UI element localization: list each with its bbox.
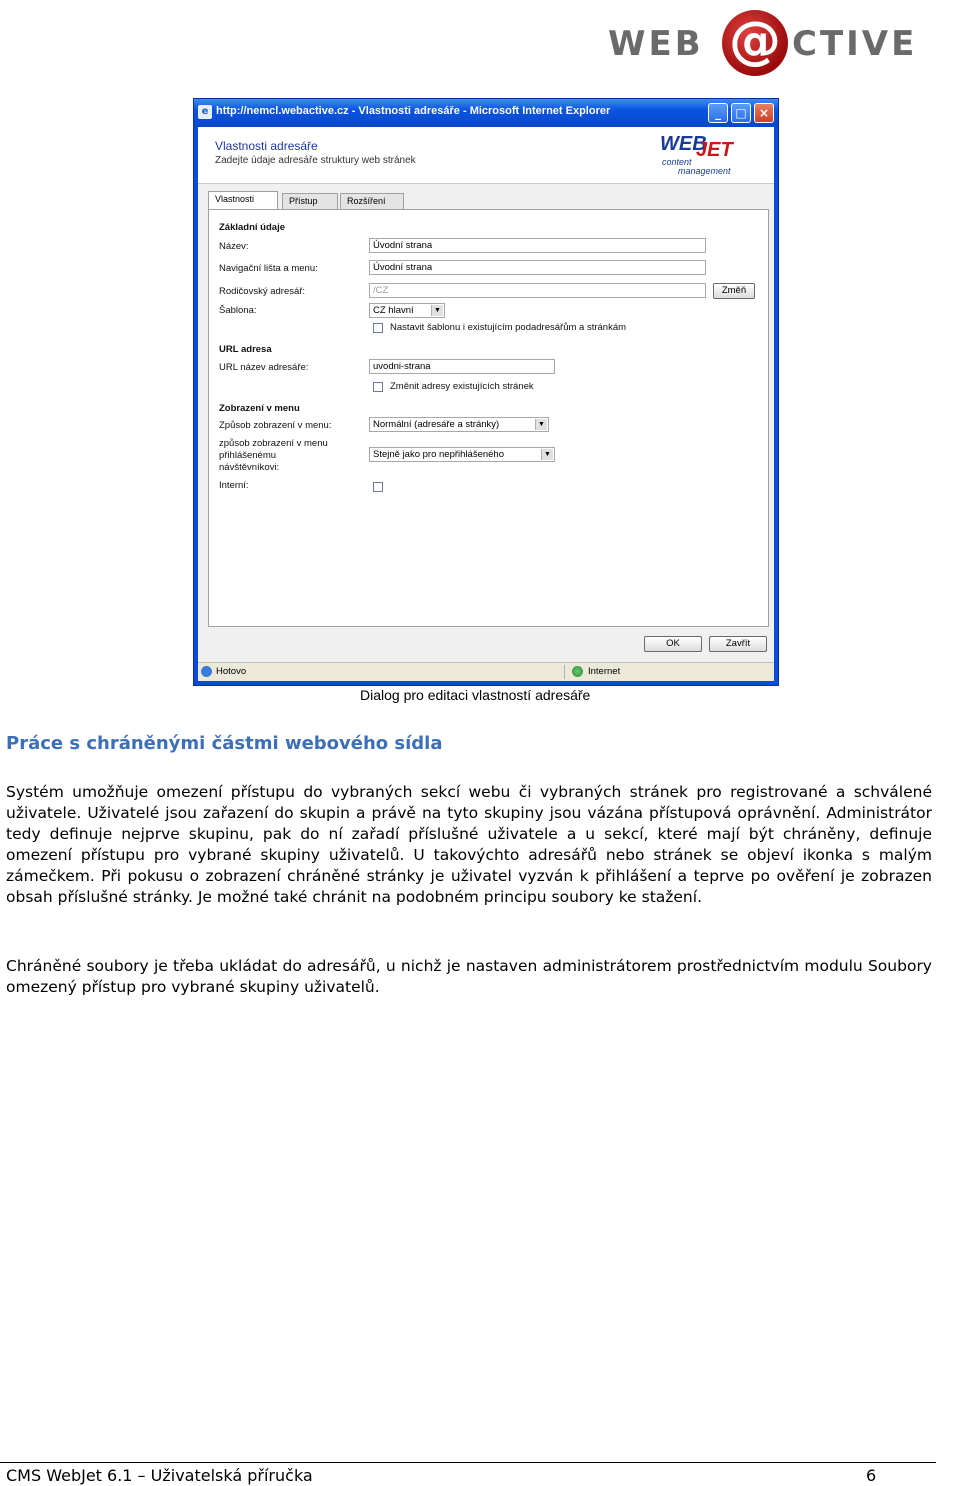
status-text: Hotovo [216,666,247,677]
webjet-logo-management: management [678,166,731,176]
section-url-heading: URL adresa [219,344,272,355]
webjet-logo-web: WEB [660,133,707,155]
ie-icon: e [198,105,212,119]
template-label: Šablona: [219,305,257,316]
change-parent-button[interactable]: Změň [713,283,755,299]
webjet-logo-content: content [662,157,692,167]
minimize-icon[interactable]: _ [708,103,728,123]
url-name-input[interactable]: uvodni-strana [369,359,555,374]
window-titlebar [194,99,778,127]
change-urls-checkbox[interactable] [373,382,383,392]
template-select-value: CZ hlavní [373,305,414,316]
url-name-label: URL název adresáře: [219,362,309,373]
status-divider [564,665,565,679]
template-apply-checkbox[interactable] [373,323,383,333]
navbar-input[interactable]: Úvodní strana [369,260,706,275]
logo-text-web: WEB [608,24,704,64]
menu-logged-label-line1: způsob zobrazení v menu [219,438,328,449]
template-apply-label: Nastavit šablonu i existujícím podadresářům a stránkám [390,322,627,333]
chevron-down-icon: ▼ [541,449,553,460]
figure-caption: Dialog pro editaci vlastností adresáře [360,687,591,703]
template-select[interactable] [369,303,445,318]
parent-dir-input[interactable]: /CZ [369,283,706,298]
paragraph-protected-files: Chráněné soubory je třeba ukládat do adresářů, u nichž je nastaven administrátorem prostřednictvím modulu Soubory omezený přístup pro vybrané skupiny uživatelů. [6,957,932,996]
navbar-label: Navigační lišta a menu: [219,263,318,274]
logo-text-ctive: CTIVE [792,24,918,64]
chevron-down-icon: ▼ [535,419,547,430]
name-label: Název: [219,241,249,252]
webactive-logo [604,8,940,78]
dialog-client-area [198,127,774,681]
dialog-header [198,127,774,184]
menu-mode-value: Normální (adresáře a stránky) [373,419,500,430]
paragraph-protected-sections: Systém umožňuje omezení přístupu do vybraných sekcí webu či vybraných stránek pro registrované a schválené uživatele. Uživatelé jsou zařazení do skupin a právě na tyto skupiny jsou vázána přístupová oprávnění. Administrátor tedy definuje nejprve skupinu, pak do ní zařadí příslušné uživatele a u sekcí, které mají být chráněny, definuje omezení přístupu pro vybrané skupiny uživatelů. U takovýchto adresářů nebo stránek se objeví ikonka s malým zámečkem. Při pokusu o zobrazení chráněné stránky je uživatel vyzván k přihlášení a teprve po ověření je zobrazen obsah příslušné stránky. Je možné také chránit na podobném principu soubory ke stažení. [6,783,932,906]
close-button[interactable]: Zavřít [709,636,767,652]
menu-logged-select[interactable] [369,447,555,462]
menu-logged-value: Stejně jako pro nepřihlášeného [373,449,504,460]
tab-vlastnosti[interactable]: Vlastnosti [208,191,278,209]
menu-mode-select[interactable] [369,417,549,432]
footer-divider [0,1462,936,1463]
status-bar [198,662,774,681]
change-urls-label: Změnit adresy existujících stránek [390,381,534,392]
internal-label: Interní: [219,480,249,491]
close-icon[interactable]: × [754,103,774,123]
logo-at-icon: @ [722,10,788,76]
tab-pristup[interactable]: Přístup [282,193,338,209]
window-title: http://nemcl.webactive.cz - Vlastnosti adresáře - Microsoft Internet Explorer [216,105,611,117]
menu-logged-label-line3: návštěvníkovi: [219,462,280,473]
chevron-down-icon: ▼ [431,305,443,316]
ok-button[interactable]: OK [644,636,702,652]
menu-mode-label: Způsob zobrazení v menu: [219,420,332,431]
menu-logged-label-line2: přihlášenému [219,450,277,461]
dialog-subtitle: Zadejte údaje adresáře struktury web stránek [215,155,416,166]
parent-dir-label: Rodičovský adresář: [219,286,306,297]
name-input[interactable]: Úvodní strana [369,238,706,253]
maximize-icon[interactable]: □ [731,103,751,123]
section-basic-heading: Základní údaje [219,222,285,233]
section-heading: Práce s chráněnými částmi webového sídla [6,733,443,754]
globe-icon [572,666,583,677]
zone-text: Internet [588,666,621,677]
footer-title: CMS WebJet 6.1 – Uživatelská příručka [6,1466,313,1485]
webjet-logo [660,133,750,177]
section-menu-heading: Zobrazení v menu [219,403,300,414]
dialog-title: Vlastnosti adresáře [215,139,318,153]
tab-rozsireni[interactable]: Rozšíření [340,193,404,209]
properties-panel [208,209,769,627]
internal-checkbox[interactable] [373,482,383,492]
page-icon [201,666,212,677]
webjet-logo-jet: JET [696,139,733,161]
page-number: 6 [866,1466,877,1485]
browser-window-screenshot [193,98,779,686]
